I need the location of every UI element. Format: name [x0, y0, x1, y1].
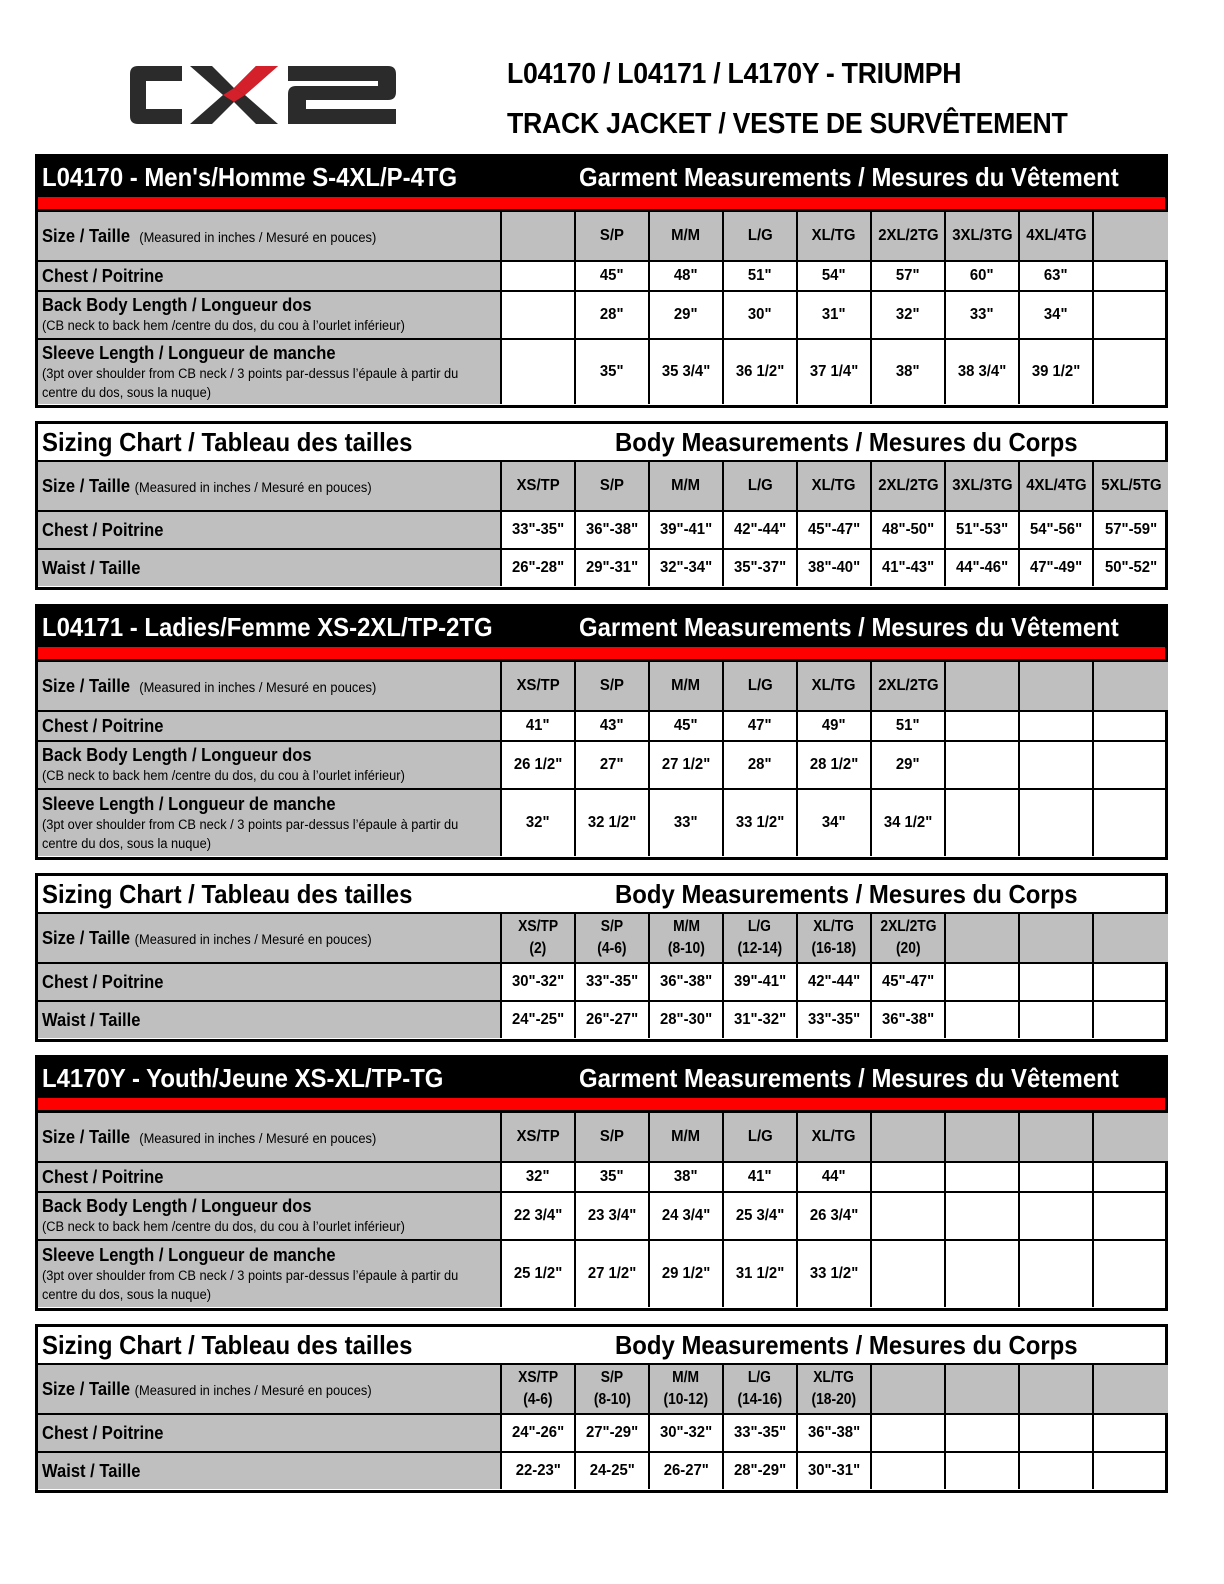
value-cell — [1020, 790, 1094, 856]
value-cell: 26-27" — [650, 1453, 724, 1489]
sleeve-label-cell: Sleeve Length / Longueur de manche (3pt over shoulder from CB neck / 3 points par-dessus l’épaule à partir du centre du dos, sous la nuque) — [38, 340, 502, 404]
size-cell: S/P (8-10) — [576, 1365, 650, 1413]
value-cell — [1020, 1415, 1094, 1451]
value-cell — [1094, 1241, 1168, 1307]
value-cell: 38" — [650, 1163, 724, 1191]
table-row — [38, 260, 1165, 290]
value-cell: 57" — [872, 262, 946, 290]
size-cell — [872, 1113, 946, 1161]
size-cell — [946, 662, 1020, 710]
value-cell: 60" — [946, 262, 1020, 290]
value-cell: 48" — [650, 262, 724, 290]
value-cell: 24"-26" — [502, 1415, 576, 1451]
value-cell: 63" — [1020, 262, 1094, 290]
chest-label-cell: Chest / Poitrine — [38, 262, 502, 290]
value-cell: 29 1/2" — [650, 1241, 724, 1307]
value-cell — [872, 1453, 946, 1489]
value-cell: 22 3/4" — [502, 1193, 576, 1239]
size-cell: S/P — [576, 1113, 650, 1161]
table-row — [38, 914, 1165, 962]
size-cell: 2XL/2TG — [872, 212, 946, 260]
value-cell — [1094, 742, 1168, 788]
size-cell — [946, 1365, 1020, 1413]
value-cell: 36"-38" — [576, 512, 650, 548]
size-cell — [1094, 212, 1168, 260]
value-cell: 27 1/2" — [576, 1241, 650, 1307]
size-cell: M/M — [650, 662, 724, 710]
value-cell — [1020, 1453, 1094, 1489]
value-cell: 32" — [872, 292, 946, 338]
value-cell: 34" — [798, 790, 872, 856]
size-cell: L/G (12-14) — [724, 914, 798, 962]
value-cell: 34" — [1020, 292, 1094, 338]
chest-label-cell: Chest / Poitrine — [38, 512, 502, 548]
value-cell: 38 3/4" — [946, 340, 1020, 404]
value-cell: 33"-35" — [724, 1415, 798, 1451]
size-cell: 4XL/4TG — [1020, 212, 1094, 260]
size-cell: S/P — [576, 462, 650, 510]
chest-label-cell: Chest / Poitrine — [38, 1415, 502, 1451]
value-cell: 36 1/2" — [724, 340, 798, 404]
size-cell: M/M — [650, 212, 724, 260]
value-cell: 28" — [576, 292, 650, 338]
value-cell: 27"-29" — [576, 1415, 650, 1451]
sizing-title: Sizing Chart / Tableau des tailles — [42, 1329, 413, 1360]
size-label-cell: Size / Taille (Measured in inches / Mesuré en pouces) — [38, 1113, 502, 1161]
table-row — [38, 788, 1165, 856]
value-cell — [1094, 1415, 1168, 1451]
size-cell: 4XL/4TG — [1020, 462, 1094, 510]
value-cell — [946, 1415, 1020, 1451]
body-title: Body Measurements / Mesures du Corps — [615, 878, 1078, 909]
value-cell: 41" — [724, 1163, 798, 1191]
value-cell — [1094, 292, 1168, 338]
value-cell: 27 1/2" — [650, 742, 724, 788]
value-cell: 28" — [724, 742, 798, 788]
value-cell: 35"-37" — [724, 550, 798, 586]
size-cell: XL/TG — [798, 212, 872, 260]
value-cell: 24-25" — [576, 1453, 650, 1489]
value-cell: 54"-56" — [1020, 512, 1094, 548]
value-cell — [872, 1415, 946, 1451]
value-cell: 33" — [946, 292, 1020, 338]
value-cell: 44"-46" — [946, 550, 1020, 586]
value-cell: 26 3/4" — [798, 1193, 872, 1239]
size-cell — [946, 914, 1020, 962]
section-header — [38, 607, 1165, 647]
value-cell: 25 1/2" — [502, 1241, 576, 1307]
value-cell — [1020, 712, 1094, 740]
section-header — [38, 424, 1165, 462]
back-label-cell: Back Body Length / Longueur dos (CB neck to back hem /centre du dos, du cou à l’ourlet inférieur) — [38, 1193, 502, 1239]
value-cell: 23 3/4" — [576, 1193, 650, 1239]
value-cell: 49" — [798, 712, 872, 740]
value-cell: 36"-38" — [798, 1415, 872, 1451]
size-cell: 2XL/2TG (20) — [872, 914, 946, 962]
garment-title: Garment Measurements / Mesures du Vêtement — [579, 611, 1119, 642]
chest-label-cell: Chest / Poitrine — [38, 1163, 502, 1191]
section-header — [38, 876, 1165, 914]
youth-garment-table — [35, 1055, 1168, 1311]
value-cell — [1094, 340, 1168, 404]
value-cell: 30"-32" — [650, 1415, 724, 1451]
value-cell: 48"-50" — [872, 512, 946, 548]
sleeve-label-cell: Sleeve Length / Longueur de manche (3pt over shoulder from CB neck / 3 points par-dessus l’épaule à partir du centre du dos, sous la nuque) — [38, 790, 502, 856]
value-cell: 44" — [798, 1163, 872, 1191]
value-cell: 38" — [872, 340, 946, 404]
value-cell — [1020, 1241, 1094, 1307]
value-cell: 33"-35" — [798, 1002, 872, 1038]
value-cell — [1020, 1193, 1094, 1239]
body-title: Body Measurements / Mesures du Corps — [615, 426, 1078, 457]
value-cell: 27" — [576, 742, 650, 788]
value-cell — [502, 292, 576, 338]
value-cell: 41" — [502, 712, 576, 740]
size-cell — [872, 1365, 946, 1413]
back-label-cell: Back Body Length / Longueur dos (CB neck to back hem /centre du dos, du cou à l’ourlet inférieur) — [38, 292, 502, 338]
value-cell: 47" — [724, 712, 798, 740]
value-cell — [1094, 790, 1168, 856]
value-cell: 43" — [576, 712, 650, 740]
size-cell: S/P — [576, 212, 650, 260]
value-cell: 28 1/2" — [798, 742, 872, 788]
value-cell: 24 3/4" — [650, 1193, 724, 1239]
sleeve-label-cell: Sleeve Length / Longueur de manche (3pt over shoulder from CB neck / 3 points par-dessus l’épaule à partir du centre du dos, sous la nuque) — [38, 1241, 502, 1307]
table-row — [38, 290, 1165, 338]
value-cell: 26 1/2" — [502, 742, 576, 788]
size-cell — [502, 212, 576, 260]
size-cell: 2XL/2TG — [872, 662, 946, 710]
document-title-line2: TRACK JACKET / VESTE DE SURVÊTEMENT — [507, 108, 1068, 140]
value-cell: 37 1/4" — [798, 340, 872, 404]
value-cell: 35" — [576, 1163, 650, 1191]
size-cell: 3XL/3TG — [946, 212, 1020, 260]
value-cell: 36"-38" — [650, 964, 724, 1000]
size-label-cell: Size / Taille (Measured in inches / Mesuré en pouces) — [38, 212, 502, 260]
value-cell: 31"-32" — [724, 1002, 798, 1038]
value-cell: 45" — [576, 262, 650, 290]
sizing-title: Sizing Chart / Tableau des tailles — [42, 878, 413, 909]
size-cell — [1094, 662, 1168, 710]
value-cell — [1020, 742, 1094, 788]
value-cell — [872, 1241, 946, 1307]
size-cell: 3XL/3TG — [946, 462, 1020, 510]
value-cell — [872, 1163, 946, 1191]
size-cell — [1094, 1365, 1168, 1413]
table-row — [38, 548, 1165, 586]
value-cell: 57"-59" — [1104, 521, 1158, 538]
value-cell: 39"-41" — [724, 964, 798, 1000]
size-label-cell: Size / Taille (Measured in inches / Mesuré en pouces) — [38, 914, 502, 962]
size-cell: XS/TP (4-6) — [502, 1365, 576, 1413]
table-row — [38, 1191, 1165, 1239]
ladies-body-table — [35, 873, 1168, 1042]
value-cell — [1094, 712, 1168, 740]
size-cell — [946, 1113, 1020, 1161]
value-cell — [502, 340, 576, 404]
size-cell: L/G — [724, 662, 798, 710]
value-cell: 33 1/2" — [798, 1241, 872, 1307]
section-heading: L04170 - Men's/Homme S-4XL/P-4TG — [42, 161, 458, 192]
value-cell — [946, 742, 1020, 788]
value-cell — [1020, 964, 1094, 1000]
value-cell — [1094, 1002, 1168, 1038]
table-row — [38, 462, 1165, 510]
value-cell: 47"-49" — [1020, 550, 1094, 586]
value-cell: 50"-52" — [1104, 559, 1158, 576]
value-cell: 29" — [872, 742, 946, 788]
table-row — [38, 338, 1165, 404]
value-cell — [946, 1163, 1020, 1191]
document-title-line1: L04170 / L04171 / L4170Y - TRIUMPH — [507, 58, 962, 90]
size-cell: L/G (14-16) — [724, 1365, 798, 1413]
value-cell: 39 1/2" — [1020, 340, 1094, 404]
section-header — [38, 1327, 1165, 1365]
waist-label-cell: Waist / Taille — [38, 1002, 502, 1038]
value-cell — [1094, 1193, 1168, 1239]
size-cell: S/P — [576, 662, 650, 710]
table-row — [38, 1161, 1165, 1191]
value-cell — [1094, 262, 1168, 290]
value-cell: 51" — [724, 262, 798, 290]
value-cell: 32"-34" — [650, 550, 724, 586]
size-label-cell: Size / Taille (Measured in inches / Mesuré en pouces) — [38, 662, 502, 710]
value-cell: 24"-25" — [502, 1002, 576, 1038]
value-cell: 34 1/2" — [872, 790, 946, 856]
table-row — [38, 510, 1165, 548]
size-cell: M/M (10-12) — [650, 1365, 724, 1413]
table-row — [38, 1413, 1165, 1451]
ladies-garment-table — [35, 604, 1168, 860]
value-cell: 28"-29" — [724, 1453, 798, 1489]
size-cell: XS/TP — [502, 1113, 576, 1161]
size-label-cell: Size / Taille (Measured in inches / Mesuré en pouces) — [38, 1365, 502, 1413]
size-cell: M/M — [650, 1113, 724, 1161]
sizing-title: Sizing Chart / Tableau des tailles — [42, 426, 413, 457]
value-cell: 54" — [798, 262, 872, 290]
size-cell — [1094, 914, 1168, 962]
value-cell: 33"-35" — [576, 964, 650, 1000]
value-cell — [1094, 964, 1168, 1000]
size-cell: 2XL/2TG — [872, 462, 946, 510]
value-cell: 51"-53" — [946, 512, 1020, 548]
value-cell: 30"-32" — [502, 964, 576, 1000]
value-cell — [502, 262, 576, 290]
value-cell: 26"-27" — [576, 1002, 650, 1038]
section-heading: L4170Y - Youth/Jeune XS-XL/TP-TG — [42, 1062, 444, 1093]
size-cell: XS/TP — [502, 662, 576, 710]
table-row — [38, 662, 1165, 710]
value-cell: 41"-43" — [872, 550, 946, 586]
men-body-table — [35, 421, 1168, 590]
size-cell: XS/TP (2) — [502, 914, 576, 962]
value-cell: 33"-35" — [502, 512, 576, 548]
value-cell: 31 1/2" — [724, 1241, 798, 1307]
value-cell: 29"-31" — [576, 550, 650, 586]
size-label-cell: Size / Taille (Measured in inches / Mesuré en pouces) — [38, 462, 502, 510]
value-cell — [1020, 1002, 1094, 1038]
value-cell: 45"-47" — [872, 964, 946, 1000]
value-cell — [1020, 1163, 1094, 1191]
table-row — [38, 1113, 1165, 1161]
value-cell: 33 1/2" — [724, 790, 798, 856]
table-row — [38, 1365, 1165, 1413]
section-heading: L04171 - Ladies/Femme XS-2XL/TP-2TG — [42, 611, 493, 642]
value-cell: 25 3/4" — [724, 1193, 798, 1239]
value-cell: 22-23" — [502, 1453, 576, 1489]
value-cell — [946, 1002, 1020, 1038]
value-cell: 32" — [502, 790, 576, 856]
value-cell: 42"-44" — [798, 964, 872, 1000]
value-cell: 33" — [650, 790, 724, 856]
men-garment-table — [35, 154, 1168, 408]
size-cell — [1094, 1113, 1168, 1161]
value-cell: 38"-40" — [798, 550, 872, 586]
value-cell: 42"-44" — [724, 512, 798, 548]
value-cell: 28"-30" — [650, 1002, 724, 1038]
value-cell — [946, 712, 1020, 740]
value-cell: 35" — [576, 340, 650, 404]
size-cell: L/G — [724, 462, 798, 510]
size-cell: M/M — [650, 462, 724, 510]
value-cell — [946, 1453, 1020, 1489]
size-cell — [1020, 914, 1094, 962]
size-cell — [1020, 662, 1094, 710]
chest-label-cell: Chest / Poitrine — [38, 712, 502, 740]
waist-label-cell: Waist / Taille — [38, 1453, 502, 1489]
table-row — [38, 1451, 1165, 1489]
value-cell — [946, 1241, 1020, 1307]
value-cell: 31" — [798, 292, 872, 338]
value-cell: 51" — [872, 712, 946, 740]
cx2-logo — [130, 62, 400, 128]
value-cell: 36"-38" — [872, 1002, 946, 1038]
waist-label-cell: Waist / Taille — [38, 550, 502, 586]
table-row — [38, 212, 1165, 260]
table-row — [38, 1239, 1165, 1307]
value-cell: 32" — [502, 1163, 576, 1191]
red-divider — [38, 197, 1165, 212]
value-cell — [946, 964, 1020, 1000]
size-cell: XL/TG (16-18) — [798, 914, 872, 962]
value-cell: 30"-31" — [798, 1453, 872, 1489]
value-cell — [946, 1193, 1020, 1239]
body-title: Body Measurements / Mesures du Corps — [615, 1329, 1078, 1360]
chest-label-cell: Chest / Poitrine — [38, 964, 502, 1000]
value-cell: 45"-47" — [798, 512, 872, 548]
section-header — [38, 157, 1165, 197]
size-cell: 5XL/5TG — [1094, 462, 1168, 510]
size-cell: L/G — [724, 212, 798, 260]
value-cell — [1094, 1453, 1168, 1489]
size-cell: XS/TP — [502, 462, 576, 510]
size-cell: L/G — [724, 1113, 798, 1161]
size-cell — [1020, 1113, 1094, 1161]
table-row — [38, 740, 1165, 788]
size-cell: S/P (4-6) — [576, 914, 650, 962]
value-cell: 30" — [724, 292, 798, 338]
value-cell: 45" — [650, 712, 724, 740]
garment-title: Garment Measurements / Mesures du Vêtement — [579, 161, 1119, 192]
red-divider — [38, 1098, 1165, 1113]
size-cell: XL/TG — [798, 1113, 872, 1161]
value-cell: 39"-41" — [650, 512, 724, 548]
red-divider — [38, 647, 1165, 662]
size-cell: XL/TG — [798, 662, 872, 710]
size-cell: XL/TG — [798, 462, 872, 510]
garment-title: Garment Measurements / Mesures du Vêtement — [579, 1062, 1119, 1093]
table-row — [38, 962, 1165, 1000]
youth-body-table — [35, 1324, 1168, 1493]
value-cell: 29" — [650, 292, 724, 338]
table-row — [38, 1000, 1165, 1038]
size-cell — [1020, 1365, 1094, 1413]
back-label-cell: Back Body Length / Longueur dos (CB neck to back hem /centre du dos, du cou à l’ourlet inférieur) — [38, 742, 502, 788]
table-row — [38, 710, 1165, 740]
value-cell: 35 3/4" — [650, 340, 724, 404]
size-cell: XL/TG (18-20) — [798, 1365, 872, 1413]
section-header — [38, 1058, 1165, 1098]
value-cell — [1094, 1163, 1168, 1191]
value-cell — [872, 1193, 946, 1239]
size-cell: M/M (8-10) — [650, 914, 724, 962]
value-cell: 32 1/2" — [576, 790, 650, 856]
value-cell — [946, 790, 1020, 856]
value-cell: 26"-28" — [502, 550, 576, 586]
